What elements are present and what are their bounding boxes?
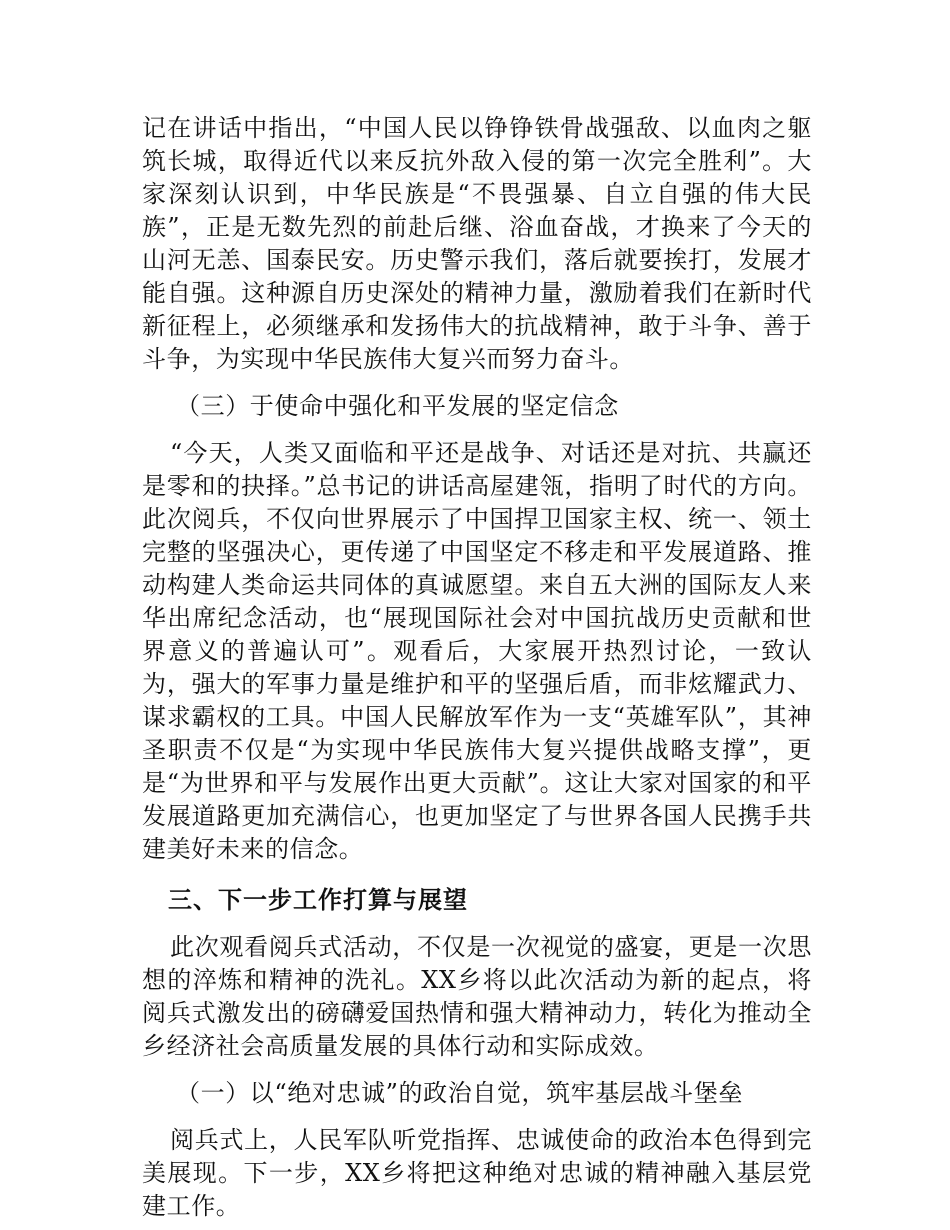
paragraph-continued: 记在讲话中指出，“中国人民以铮铮铁骨战强敌、以血肉之躯筑长城，取得近代以来反抗外敌入侵的第一次完全胜利”。大家深刻认识到，中华民族是“不畏强暴、自立自强的伟大民族”，正是无数先烈的前赴后继、浴血奋战，才换来了今天的山河无恙、国泰民安。历史警示我们，落后就要挨打，发展才能自强。这种源自历史深处的精神力量，激励着我们在新时代新征程上，必须继承和发扬伟大的抗战精神，敢于斗争、善于斗争，为实现中华民族伟大复兴而努力奋斗。 [142,114,812,373]
subsection-heading-3: （三）于使命中强化和平发展的坚定信念 [176,392,619,420]
paragraph-absolute-loyalty: 阅兵式上，人民军队听党指挥、忠诚使命的政治本色得到完美展现。下一步，XX乡将把这种绝对忠诚的精神融入基层党建工作。 [142,1126,812,1220]
paragraph-next-steps-intro: 此次观看阅兵式活动，不仅是一次视觉的盛宴，更是一次思想的淬炼和精神的洗礼。XX乡将以此次活动为新的起点，将阅兵式激发出的磅礴爱国热情和强大精神动力，转化为推动全乡经济社会高质量发展的具体行动和实际成效。 [142,933,812,1060]
paragraph-peace-development: “今天，人类又面临和平还是战争、对话还是对抗、共赢还是零和的抉择。”总书记的讲话高屋建瓴，指明了时代的方向。此次阅兵，不仅向世界展示了中国捍卫国家主权、统一、领土完整的坚强决心，更传递了中国坚定不移走和平发展道路、推动构建人类命运共同体的真诚愿望。来自五大洲的国际友人来华出席纪念活动，也“展现国际社会对中国抗战历史贡献和世界意义的普遍认可”。观看后，大家展开热烈讨论，一致认为，强大的军事力量是维护和平的坚强后盾，而非炫耀武力、谋求霸权的工具。中国人民解放军作为一支“英雄军队”，其神圣职责不仅是“为实现中华民族伟大复兴提供战略支撑”，更是“为世界和平与发展作出更大贡献”。这让大家对国家的和平发展道路更加充满信心，也更加坚定了与世界各国人民携手共建美好未来的信念。 [142,439,812,863]
document-body [142,112,812,1223]
section-heading-next-steps: 三、下一步工作打算与展望 [168,886,468,914]
subsection-heading-1: （一）以“绝对忠诚”的政治自觉，筑牢基层战斗堡垒 [176,1079,743,1107]
